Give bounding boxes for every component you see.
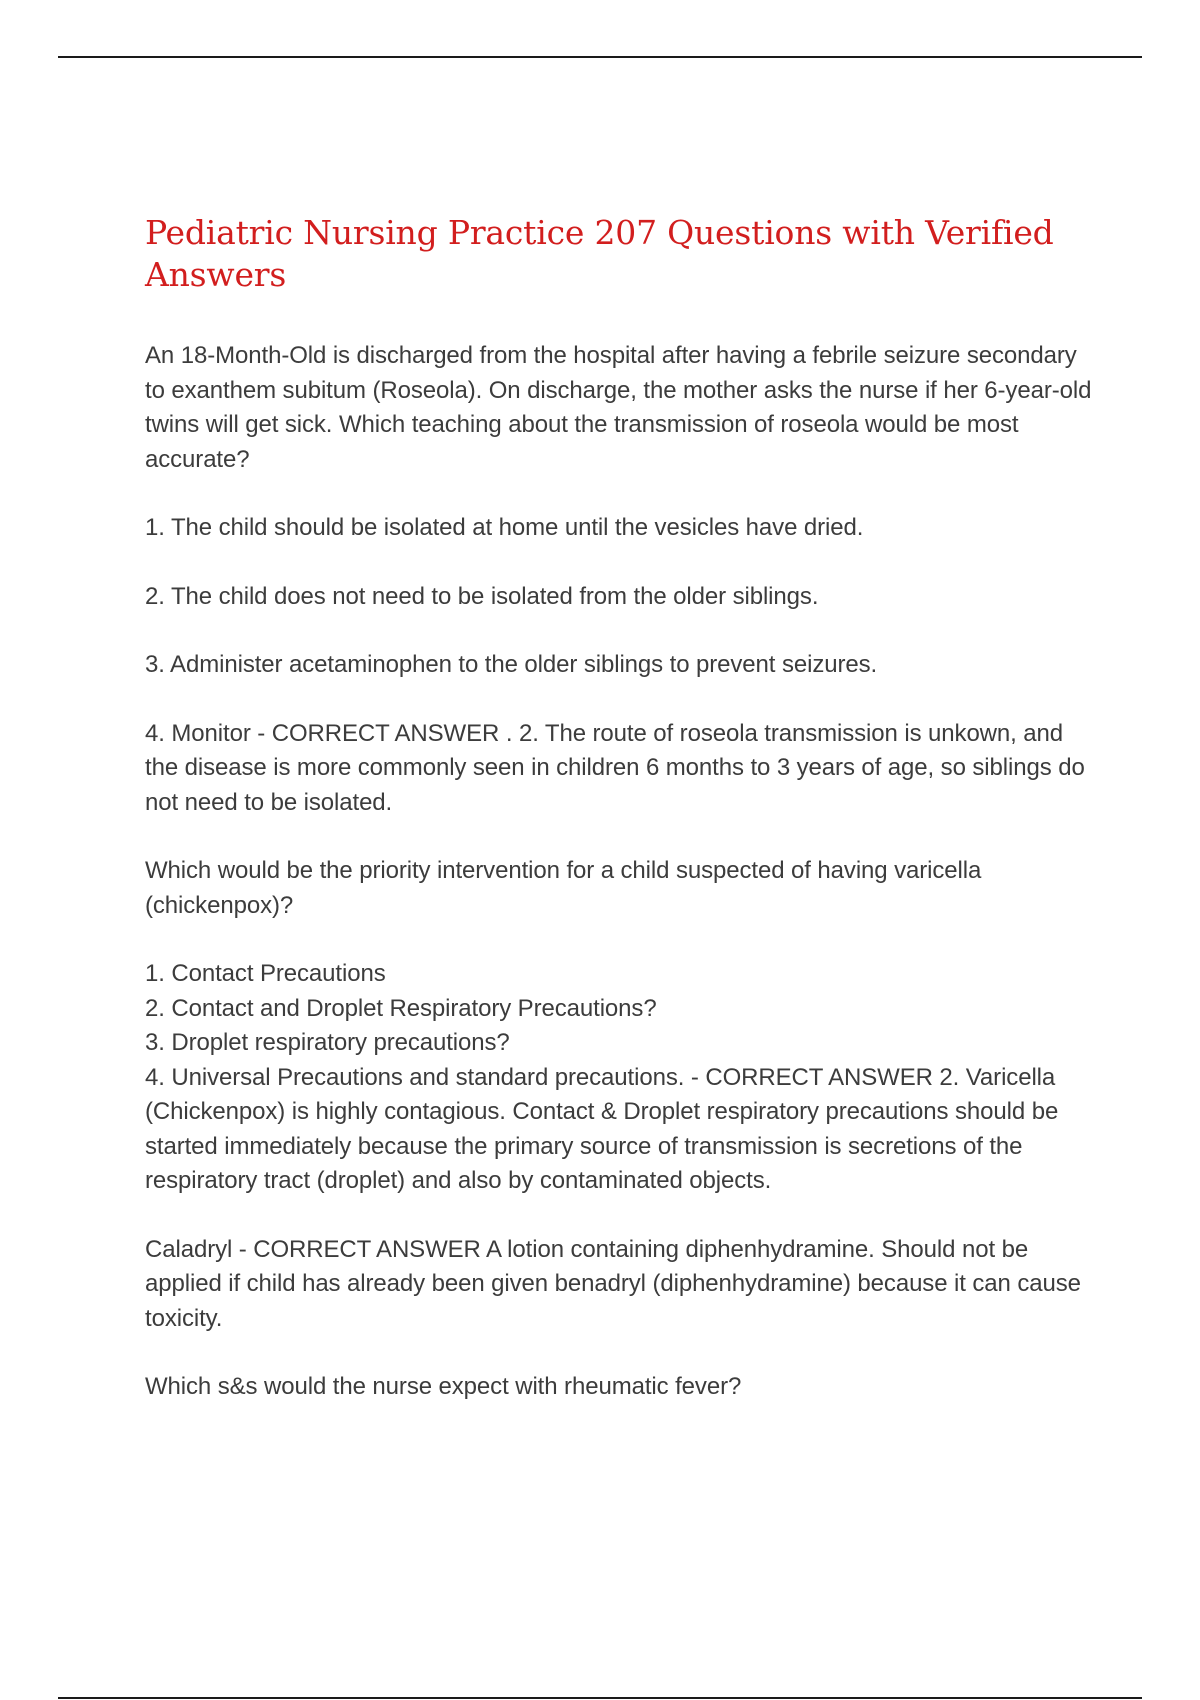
- question-2-option-3: 3. Droplet respiratory precautions?: [145, 1029, 510, 1056]
- question-2-answer: 4. Universal Precautions and standard precautions. - CORRECT ANSWER 2. Varicella (Chickenpox) is highly contagious. Contact & Droplet respiratory precautions should be started immediately because the primary source of transmission is secretions of the respiratory tract (droplet) and also by contaminated objects.: [145, 1063, 1059, 1194]
- question-1-stem: An 18-Month-Old is discharged from the hospital after having a febrile seizure secondary to exanthem subitum (Roseola). On discharge, the mother asks the nurse if her 6-year-old twins will get sick. Which teaching about the transmission of roseola would be most accurate?: [145, 342, 1092, 473]
- question-1-option-2: 2. The child does not need to be isolated from the older siblings.: [145, 582, 819, 610]
- question-2-stem: Which would be the priority intervention for a child suspected of having varicella (chickenpox)?: [145, 857, 982, 919]
- question-1-option-3: 3. Administer acetaminophen to the older siblings to prevent seizures.: [145, 651, 878, 678]
- question-1-option-1: 1. The child should be isolated at home until the vesicles have dried.: [145, 514, 864, 541]
- header-rule: [58, 56, 1142, 58]
- document-title: Pediatric Nursing Practice 207 Questions with Verified Answers: [145, 213, 1054, 294]
- question-3-text: Caladryl - CORRECT ANSWER A lotion containing diphenhydramine. Should not be applied if child has already been given benadryl (diphenhydramine) because it can cause toxicity.: [145, 1235, 1081, 1332]
- question-2-options: [145, 957, 1095, 1199]
- question-4-stem: Which s&s would the nurse expect with rheumatic fever?: [145, 1373, 742, 1400]
- footer-rule: [58, 1697, 1142, 1699]
- question-1-answer: 4. Monitor - CORRECT ANSWER . 2. The route of roseola transmission is unkown, and the disease is more commonly seen in children 6 months to 3 years of age, so siblings do not need to be isolated.: [145, 719, 1085, 816]
- document-body: [145, 212, 1095, 1439]
- question-2-option-1: 1. Contact Precautions: [145, 960, 386, 987]
- question-2-option-2: 2. Contact and Droplet Respiratory Precautions?: [145, 994, 657, 1022]
